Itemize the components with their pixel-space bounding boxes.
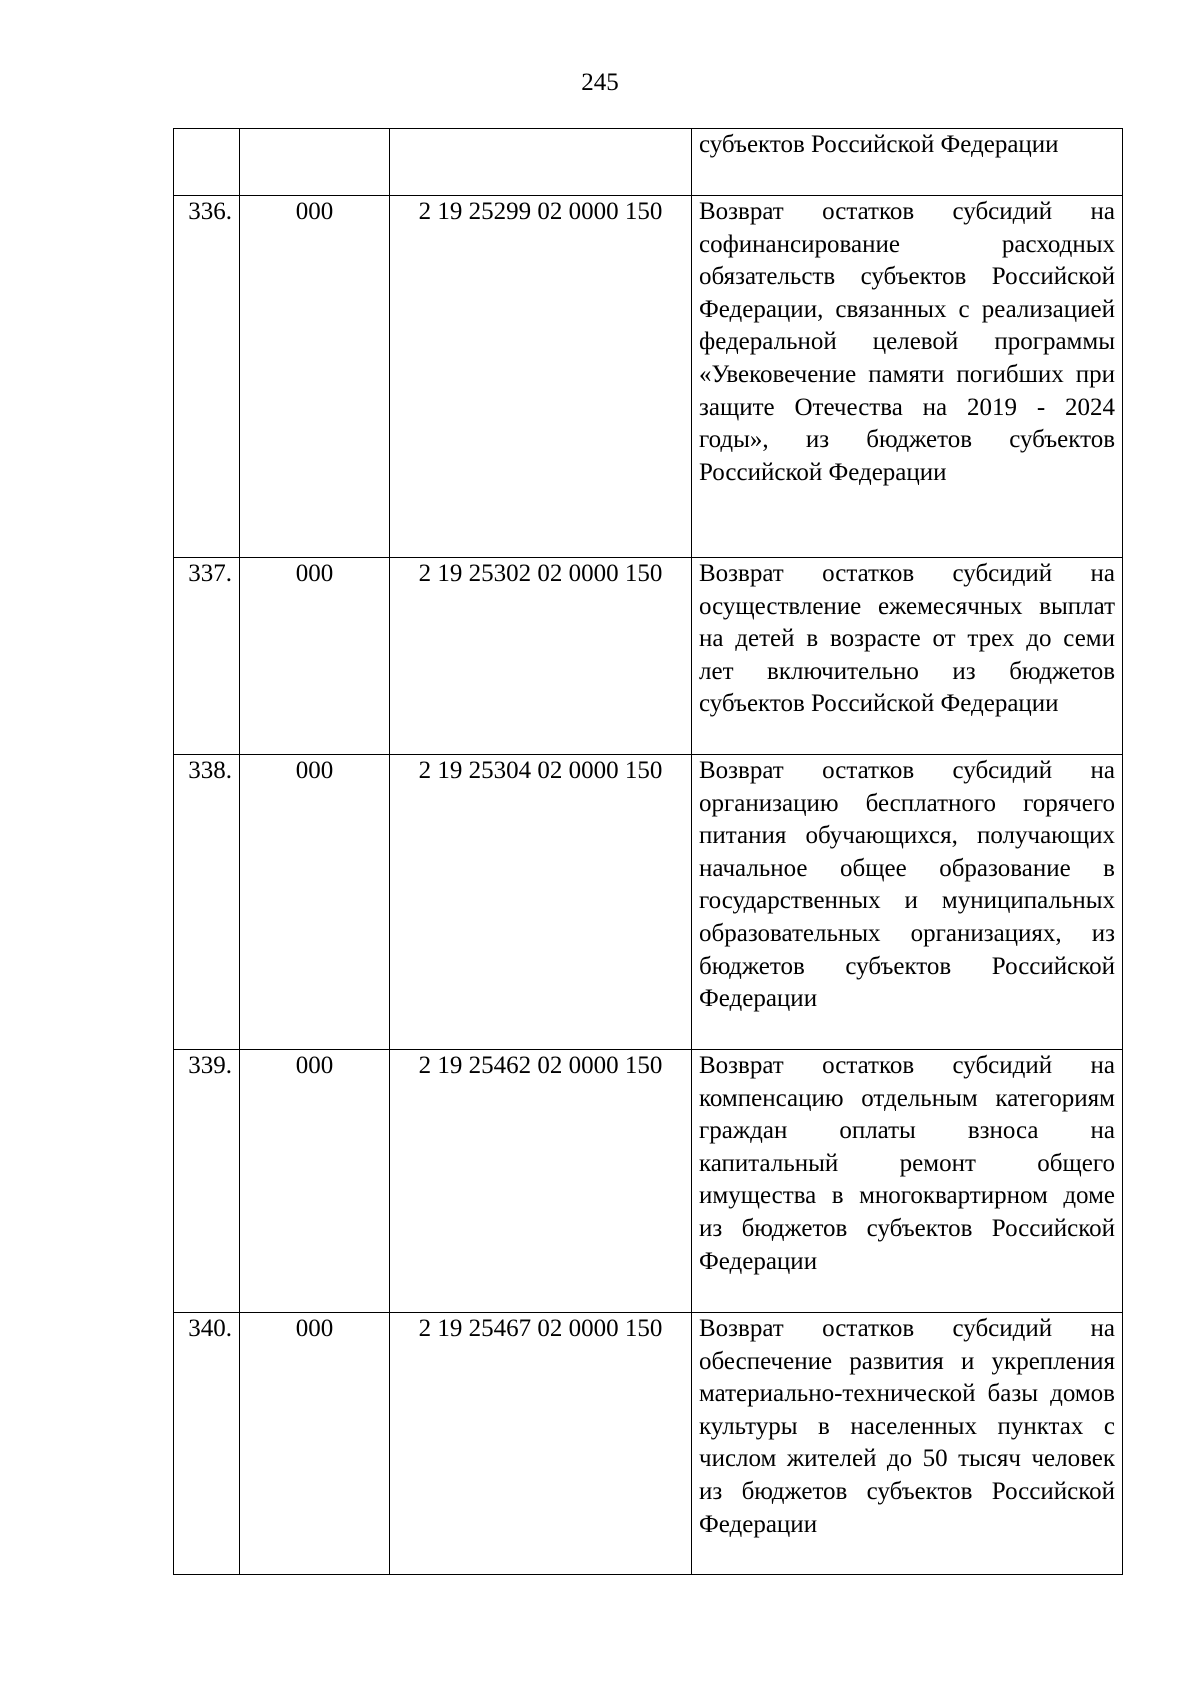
table-row xyxy=(174,1050,1123,1313)
row-number-cell xyxy=(174,129,240,196)
admin-code-cell: 000 xyxy=(240,558,390,755)
admin-code-cell: 000 xyxy=(240,1313,390,1575)
budget-codes-table xyxy=(173,128,1123,1575)
row-number-cell: 339. xyxy=(174,1050,240,1313)
income-name-cell: Возврат остатков субсидий на софинансирование расходных обязательств субъектов Российской Федерации, связанных с реализацией федеральной целевой программы «Увековечение памяти погибших при защите Отечества на 2019 - 2024 годы», из бюджетов субъектов Российской Федерации xyxy=(692,196,1123,558)
admin-code-cell: 000 xyxy=(240,196,390,558)
kbk-code-cell: 2 19 25302 02 0000 150 xyxy=(390,558,692,755)
row-number-cell: 336. xyxy=(174,196,240,558)
income-name-cell: Возврат остатков субсидий на обеспечение развития и укрепления материально-технической базы домов культуры в населенных пунктах с числом жителей до 50 тысяч человек из бюджетов субъектов Российской Федерации xyxy=(692,1313,1123,1575)
page-number: 245 xyxy=(581,69,619,96)
income-name-cell: субъектов Российской Федерации xyxy=(692,129,1123,196)
table-row xyxy=(174,558,1123,755)
kbk-code-cell: 2 19 25462 02 0000 150 xyxy=(390,1050,692,1313)
table-row xyxy=(174,1313,1123,1575)
table-row xyxy=(174,196,1123,558)
table-row xyxy=(174,755,1123,1050)
admin-code-cell: 000 xyxy=(240,1050,390,1313)
income-name-cell: Возврат остатков субсидий на организацию бесплатного горячего питания обучающихся, получающих начальное общее образование в государственных и муниципальных образовательных организациях, из бюджетов субъектов Российской Федерации xyxy=(692,755,1123,1050)
admin-code-cell: 000 xyxy=(240,755,390,1050)
income-name-cell: Возврат остатков субсидий на осуществление ежемесячных выплат на детей в возрасте от трех до семи лет включительно из бюджетов субъектов Российской Федерации xyxy=(692,558,1123,755)
table-row xyxy=(174,129,1123,196)
kbk-code-cell xyxy=(390,129,692,196)
row-number-cell: 337. xyxy=(174,558,240,755)
kbk-code-cell: 2 19 25299 02 0000 150 xyxy=(390,196,692,558)
admin-code-cell xyxy=(240,129,390,196)
income-name-cell: Возврат остатков субсидий на компенсацию отдельным категориям граждан оплаты взноса на капитальный ремонт общего имущества в многоквартирном доме из бюджетов субъектов Российской Федерации xyxy=(692,1050,1123,1313)
kbk-code-cell: 2 19 25304 02 0000 150 xyxy=(390,755,692,1050)
row-number-cell: 338. xyxy=(174,755,240,1050)
kbk-code-cell: 2 19 25467 02 0000 150 xyxy=(390,1313,692,1575)
row-number-cell: 340. xyxy=(174,1313,240,1575)
